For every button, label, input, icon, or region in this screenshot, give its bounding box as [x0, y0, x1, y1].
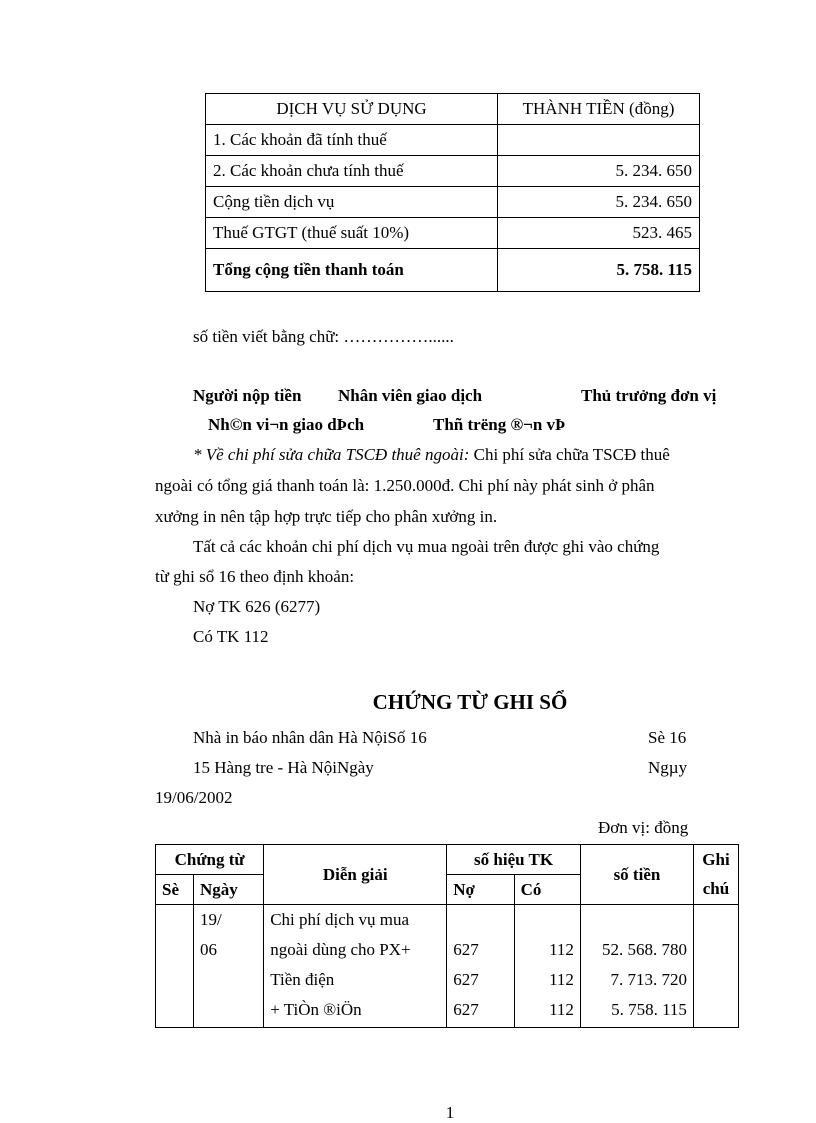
paragraph-repair-line3: xưởng in nên tập hợp trực tiếp cho phân xưởng in.	[155, 507, 498, 526]
paragraph-posting-line1: Tất cả các khoản chi phí dịch vụ mua ngoài trên được ghi vào chứng	[193, 537, 660, 556]
paragraph-repair-heading: * Về chi phí sửa chữa TSCĐ thuê ngoài:	[193, 445, 470, 464]
signature-head: Thủ trưởng đơn vị	[581, 386, 717, 405]
header-amount: THÀNH TIỀN (đồng)	[498, 94, 700, 125]
voucher-title: CHỨNG TỪ GHI SỔ	[372, 690, 568, 714]
amount-line	[581, 905, 693, 935]
desc-line: + TiÒn ®iÖn	[270, 1000, 362, 1019]
cell-voucher-no	[156, 905, 194, 1028]
header-amount: số tiền	[580, 845, 693, 905]
header-service: DỊCH VỤ SỬ DỤNG	[206, 94, 498, 125]
signature-clerk: Nhân viên giao dịch	[338, 386, 483, 405]
debit-line	[447, 905, 513, 935]
cell-amount	[580, 905, 693, 1028]
cell-description	[264, 905, 447, 1028]
signature-head-garbled: Thñ trëng ®¬n vÞ	[433, 415, 566, 434]
header-note-2: chú	[693, 875, 738, 905]
header-voucher: Chứng từ	[156, 845, 264, 875]
header-voucher-day: Ngày	[194, 875, 264, 905]
service-table-header	[206, 94, 700, 125]
paragraph-repair	[193, 445, 670, 465]
table-row	[206, 187, 700, 218]
paragraph-repair-text: Chi phí sửa chữa TSCĐ thuê	[469, 445, 670, 464]
currency-unit: Đơn vị: đồng	[598, 818, 689, 837]
credit-line: 112	[549, 940, 574, 959]
row-value	[498, 125, 700, 156]
amount-line: 7. 713. 720	[610, 970, 687, 989]
desc-line: Chi phí dịch vụ mua	[270, 910, 410, 929]
table-row	[206, 125, 700, 156]
table-row	[206, 218, 700, 249]
row-label: 1. Các khoản đã tính thuế	[206, 125, 498, 156]
voucher-date: 19/06/2002	[155, 788, 233, 807]
debit-entry: Nợ TK 626 (6277)	[193, 597, 321, 616]
credit-line: 112	[549, 970, 574, 989]
voucher-number: Sè 16	[648, 728, 687, 747]
total-value: 5. 758. 115	[498, 249, 700, 292]
header-credit: Có	[514, 875, 580, 905]
service-table	[205, 93, 700, 292]
cell-credit	[514, 905, 580, 1028]
day-line: 06	[200, 940, 217, 959]
table-row	[206, 156, 700, 187]
voucher-address: 15 Hàng tre - Hà NộiNgày	[193, 758, 374, 777]
page-number: 1	[445, 1103, 455, 1122]
header-note: Ghi	[693, 845, 738, 875]
signature-clerk-garbled: Nh©n vi¬n giao dÞch	[208, 415, 365, 434]
row-label: Cộng tiền dịch vụ	[206, 187, 498, 218]
signature-payer: Người nộp tiền	[193, 386, 302, 405]
paragraph-repair-line2: ngoài có tổng giá thanh toán là: 1.250.000đ. Chi phí này phát sinh ở phân	[155, 476, 655, 495]
amount-in-words: số tiền viết bằng chữ: ……………......	[193, 327, 454, 346]
amount-line: 52. 568. 780	[601, 940, 687, 959]
voucher-date-label: Ngµy	[648, 758, 688, 777]
credit-line: 112	[549, 1000, 574, 1019]
debit-line: 627	[453, 970, 479, 989]
desc-line: ngoài dùng cho PX+	[270, 940, 411, 959]
desc-line: Tiền điện	[270, 970, 335, 989]
cell-debit	[447, 905, 514, 1028]
ledger-table	[155, 844, 739, 1028]
header-account: số hiệu TK	[447, 845, 581, 875]
header-debit: Nợ	[447, 875, 514, 905]
row-label: 2. Các khoản chưa tính thuế	[206, 156, 498, 187]
header-description: Diễn giải	[264, 845, 447, 905]
paragraph-posting-line2: từ ghi sổ 16 theo định khoản:	[155, 567, 355, 586]
day-line: 19/	[200, 910, 222, 929]
amount-line: 5. 758. 115	[611, 1000, 687, 1019]
ledger-header-row-1	[156, 845, 739, 875]
row-value: 5. 234. 650	[498, 156, 700, 187]
debit-line: 627	[453, 1000, 479, 1019]
total-row	[206, 249, 700, 292]
row-label: Thuế GTGT (thuế suất 10%)	[206, 218, 498, 249]
table-row	[156, 905, 739, 1028]
cell-voucher-day	[194, 905, 264, 1028]
credit-entry: Có TK 112	[193, 627, 269, 646]
voucher-company: Nhà in báo nhân dân Hà NộiSố 16	[193, 728, 427, 747]
cell-note	[693, 905, 738, 1028]
debit-line: 627	[453, 940, 479, 959]
credit-line	[515, 905, 580, 935]
row-value: 523. 465	[498, 218, 700, 249]
header-voucher-no: Sè	[156, 875, 194, 905]
total-label: Tổng cộng tiền thanh toán	[206, 249, 498, 292]
row-value: 5. 234. 650	[498, 187, 700, 218]
